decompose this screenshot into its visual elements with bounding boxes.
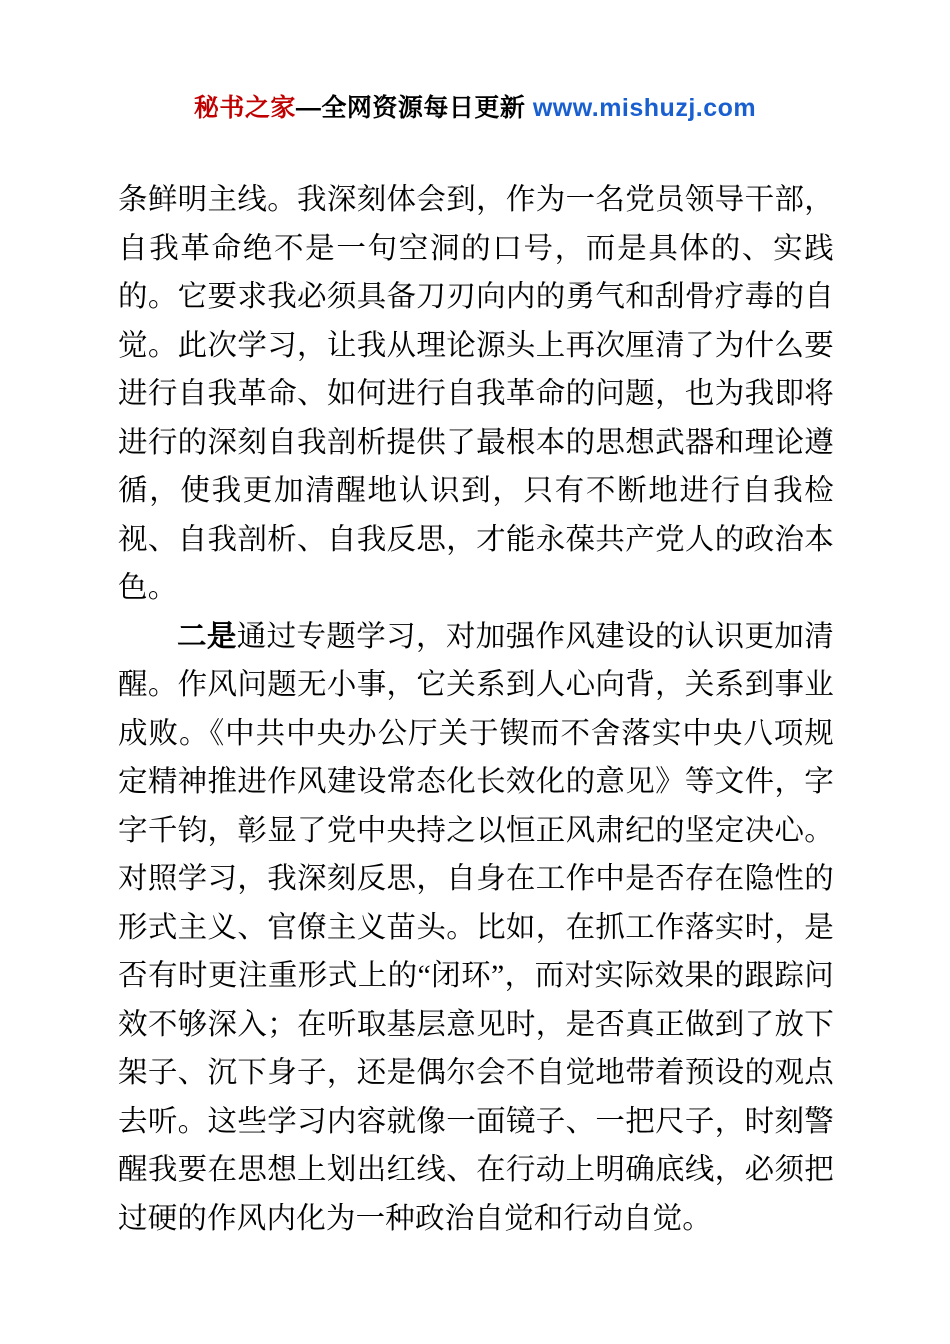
- paragraph-2-text: 通过专题学习，对加强作风建设的认识更加清醒。作风问题无小事，它关系到人心向背，关系到事业成败。《中共中央办公厅关于锲而不舍落实中央八项规定精神推进作风建设常态化长效化的意见》等文件，字字千钧，彰显了党中央持之以恒正风肃纪的坚定决心。对照学习，我深刻反思，自身在工作中是否存在隐性的形式主义、官僚主义苗头。比如，在抓工作落实时，是否有时更注重形式上的“闭环”，而对实际效果的跟踪问效不够深入；在听取基层意见时，是否真正做到了放下架子、沉下身子，还是偶尔会不自觉地带着预设的观点去听。这些学习内容就像一面镜子、一把尺子，时刻警醒我要在思想上划出红线、在行动上明确底线，必须把过硬的作风内化为一种政治自觉和行动自觉。: [118, 620, 834, 1235]
- document-body: [118, 176, 834, 1243]
- paragraph-2-lead-label: 二是: [177, 620, 237, 653]
- site-brand-name: 秘书之家: [193, 94, 296, 122]
- paragraph-1: [118, 176, 834, 613]
- site-watermark-header: [0, 88, 950, 124]
- paragraph-1-text: 条鲜明主线。我深刻体会到，作为一名党员领导干部，自我革命绝不是一句空洞的口号，而是具体的、实践的。它要求我必须具备刀刃向内的勇气和刮骨疗毒的自觉。此次学习，让我从理论源头上再次厘清了为什么要进行自我革命、如何进行自我革命的问题，也为我即将进行的深刻自我剖析提供了最根本的思想武器和理论遵循，使我更加清醒地认识到，只有不断地进行自我检视、自我剖析、自我反思，才能永葆共产党人的政治本色。: [118, 184, 834, 604]
- paragraph-2: [118, 613, 834, 1244]
- site-tagline: —全网资源每日更新: [295, 94, 533, 122]
- site-url-link[interactable]: www.mishuzj.com: [532, 94, 757, 122]
